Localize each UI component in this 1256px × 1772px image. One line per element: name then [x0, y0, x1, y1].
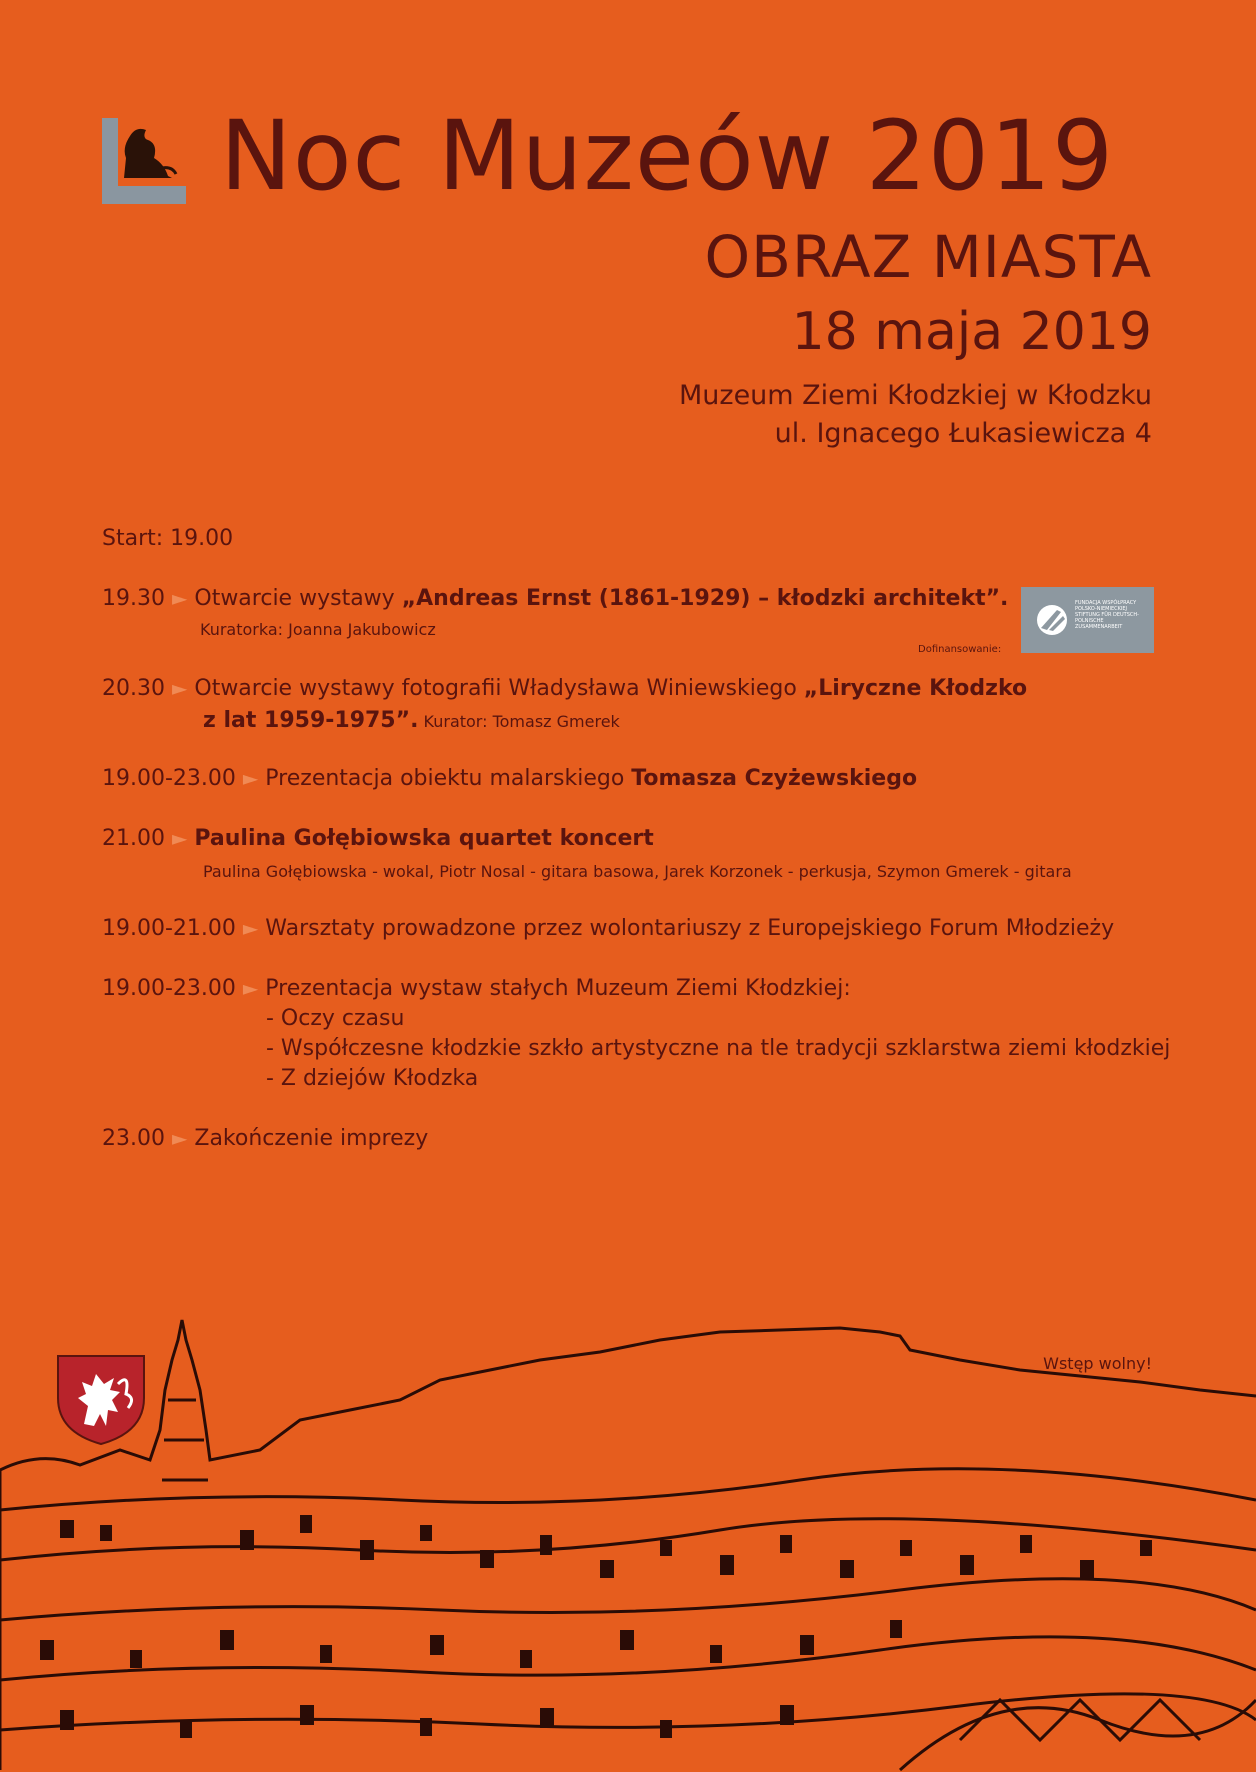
start-time: Start: 19.00: [102, 526, 234, 551]
program-item-continuation: [203, 710, 620, 732]
item-time: 19.00-21.00: [102, 916, 236, 941]
sub-item: - Współczesne kłodzkie szkło artystyczne na tle tradycji szklarstwa ziemi kłodzkiej: [266, 1036, 1171, 1061]
arrow-right-icon: ►: [171, 1126, 188, 1150]
arrow-right-icon: ►: [171, 676, 188, 700]
program-item: [102, 918, 1114, 940]
item-text: Otwarcie wystawy fotografii Władysława Winiewskiego: [194, 676, 804, 701]
city-skyline-illustration: [0, 1300, 1256, 1772]
item-bold: „Liryczne Kłodzko: [803, 676, 1028, 701]
item-text: Prezentacja obiektu malarskiego: [265, 766, 632, 791]
item-bold: Tomasza Czyżewskiego: [631, 766, 918, 791]
foundation-logo-icon: [1035, 604, 1069, 636]
program-item: [102, 978, 851, 1000]
venue-address: ul. Ignacego Łukasiewicza 4: [774, 418, 1152, 449]
item-time: 19.30: [102, 586, 165, 611]
program-item: [102, 588, 1008, 610]
arrow-right-icon: ►: [171, 586, 188, 610]
arrow-right-icon: ►: [242, 766, 259, 790]
item-time: 20.30: [102, 676, 165, 701]
item-text: Warsztaty prowadzone przez wolontariuszy z Europejskiego Forum Młodzieży: [265, 916, 1115, 941]
event-date: 18 maja 2019: [791, 302, 1152, 362]
museum-logo-icon: [102, 118, 186, 204]
sub-item: - Z dziejów Kłodzka: [266, 1066, 479, 1091]
program-item: [102, 678, 1027, 700]
item-note: Paulina Gołębiowska - wokal, Piotr Nosal - gitara basowa, Jarek Korzonek - perkusja, Szymon Gmerek - gitara: [203, 862, 1072, 881]
item-bold: Paulina Gołębiowska quartet koncert: [194, 826, 654, 851]
item-note: Kuratorka: Joanna Jakubowicz: [200, 620, 436, 639]
item-time: 21.00: [102, 826, 165, 851]
item-time: 23.00: [102, 1126, 165, 1151]
sponsor-logo: [1021, 587, 1154, 653]
lion-shield-icon: [56, 1354, 146, 1446]
arrow-right-icon: ►: [242, 916, 259, 940]
item-note: Kurator: Tomasz Gmerek: [418, 712, 620, 731]
program-item: [102, 828, 654, 850]
program-item: [102, 1128, 428, 1150]
sub-item: - Oczy czasu: [266, 1006, 405, 1031]
arrow-right-icon: ►: [171, 826, 188, 850]
item-bold: „Andreas Ernst (1861-1929) – kłodzki architekt”.: [401, 586, 1009, 611]
item-text: Zakończenie imprezy: [194, 1126, 429, 1151]
program-item: [102, 768, 917, 790]
sponsor-logo-text: FUNDACJA WSPÓŁPRACY POLSKO-NIEMIECKIEJ STIFTUNG FÜR DEUTSCH-POLNISCHE ZUSAMMENARBEIT: [1075, 600, 1139, 630]
item-text: Prezentacja wystaw stałych Muzeum Ziemi Kłodzkiej:: [265, 976, 851, 1001]
arrow-right-icon: ►: [242, 976, 259, 1000]
admission-note: Wstęp wolny!: [1043, 1354, 1152, 1373]
page-subtitle: OBRAZ MIASTA: [704, 223, 1152, 291]
page-title: Noc Muzeów 2019: [220, 100, 1115, 212]
item-time: 19.00-23.00: [102, 976, 236, 1001]
item-time: 19.00-23.00: [102, 766, 236, 791]
item-bold-2: z lat 1959-1975”.: [203, 708, 419, 733]
item-text: Otwarcie wystawy: [194, 586, 402, 611]
venue-name: Muzeum Ziemi Kłodzkiej w Kłodzku: [678, 380, 1152, 411]
sponsor-label: Dofinansowanie:: [918, 644, 1002, 655]
